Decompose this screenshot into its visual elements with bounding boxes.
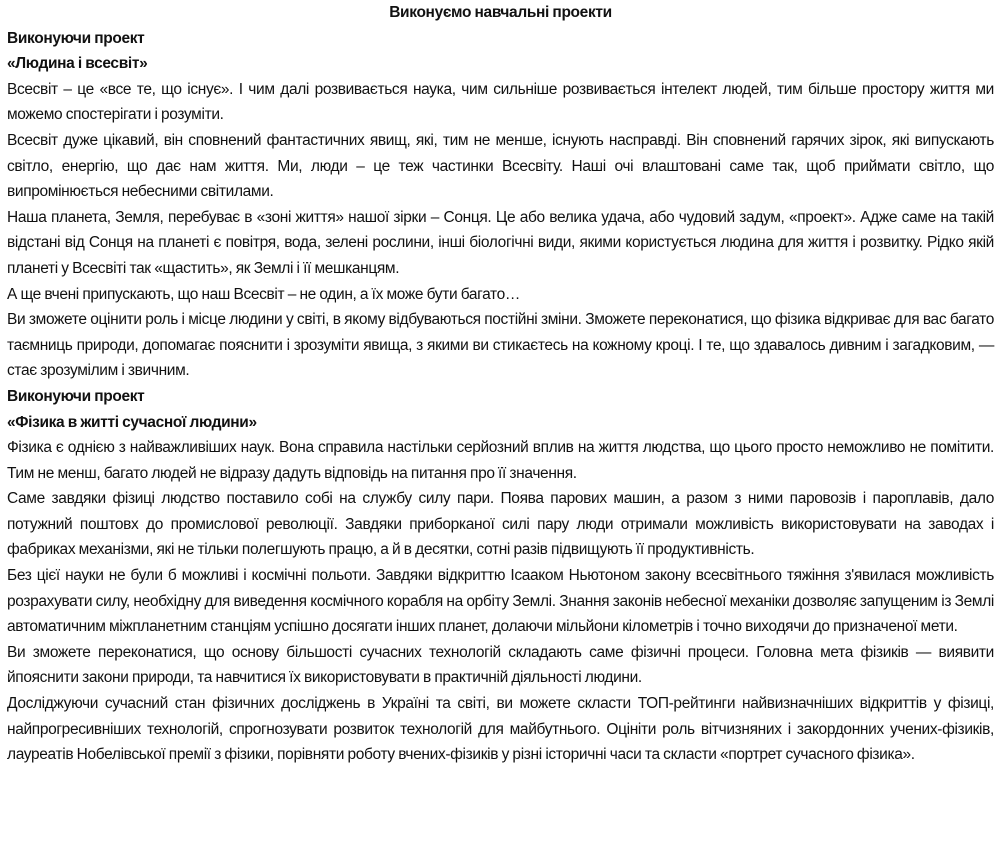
paragraph: А ще вчені припускають, що наш Всесвіт – не один, а їх може бути багато…	[7, 285, 521, 303]
paragraph: Саме завдяки фізиці людство поставило собі на службу силу пари. Поява парових машин, а разом з ними паровозів і пароплавів, дало потужний поштовх до промислової революції. Завдяки приборканої силі пару люди отримали можливість використовувати на заводах і фабриках механізми, які не тільки полегшують працю, а й в десятки, сотні разів підвищують її продуктивність.	[7, 490, 994, 559]
section-subheading: «Фізика в житті сучасної людини»	[7, 413, 257, 431]
paragraph: Ви зможете переконатися, що основу більшості сучасних технологій складають саме фізичні процеси. Головна мета фізиків — виявити йпояснити закони природи, та навчитися їх використовувати в практичній діяльності людини.	[7, 643, 994, 687]
section-heading: Виконуючи проект	[7, 29, 145, 47]
page-title: Виконуємо навчальні проекти	[389, 4, 612, 21]
paragraph: Наша планета, Земля, перебуває в «зоні життя» нашої зірки – Сонця. Це або велика удача, або чудовий задум, «проект». Адже саме на такій відстані від Сонця на планеті є повітря, вода, зелені рослини, інші біологічні види, якими користується людина для життя і розвитку. Рідко якій планеті у Всесвіті так «щастить», як Землі і її мешканцям.	[7, 208, 994, 277]
paragraph: Ви зможете оцінити роль і місце людини у світі, в якому відбуваються постійні зміни. Зможете переконатися, що фізика відкриває для вас багато таємниць природи, допомагає пояснити і зрозуміти явища, з якими ви стикаєтесь на кожному кроці. І те, що здавалось дивним і загадковим, — стає зрозумілим і звичним.	[7, 311, 994, 380]
paragraph: Всесвіт – це «все те, що існує». І чим далі розвивається наука, чим сильніше розвивається інтелект людей, тим більше простору життя ми можемо спостерігати і розуміти.	[7, 80, 994, 124]
section-heading: Виконуючи проект	[7, 387, 145, 405]
paragraph: Всесвіт дуже цікавий, він сповнений фантастичних явищ, які, тим не менше, існують насправді. Він сповнений гарячих зірок, які випускають світло, енергію, що дає нам життя. Ми, люди – це теж частинки Всесвіту. Наші очі влаштовані саме так, щоб приймати світло, що випромінюється небесними світилами.	[7, 131, 994, 201]
section-subheading: «Людина і всесвіт»	[7, 55, 148, 73]
paragraph: Фізика є однією з найважливіших наук. Вона справила настільки серйозний вплив на життя людства, що цього просто неможливо не помітити. Тим не менш, багато людей не відразу дадуть відповідь на питання про її значення.	[7, 439, 994, 482]
paragraph: Без цієї науки не були б можливі і космічні польоти. Завдяки відкриттю Ісааком Ньютоном закону всесвітнього тяжіння з'явилася можливість розрахувати силу, необхідну для виведення космічного корабля на орбіту Землі. Знання законів небесної механіки дозволяє запущеним із Землі автоматичним міжпланетним станціям успішно досягати інших планет, долаючи мільйони кілометрів і точно виходячи до призначеної мети.	[7, 567, 994, 636]
section-human-and-universe	[7, 26, 994, 384]
section-physics-in-modern-life	[7, 384, 994, 768]
paragraph: Досліджуючи сучасний стан фізичних досліджень в Україні та світі, ви можете скласти ТОП-рейтинги найвизначніших відкриттів у фізиці, найпрогресивніших технологій, спрогнозувати розвиток технологій для майбутнього. Оцініти роль вітчизняних і закордонних учених-фізиків, лауреатів Нобелівської премії з фізики, порівняти роботу вчених-фізиків у різні історичні часи та скласти «портрет сучасного фізика».	[7, 695, 994, 764]
